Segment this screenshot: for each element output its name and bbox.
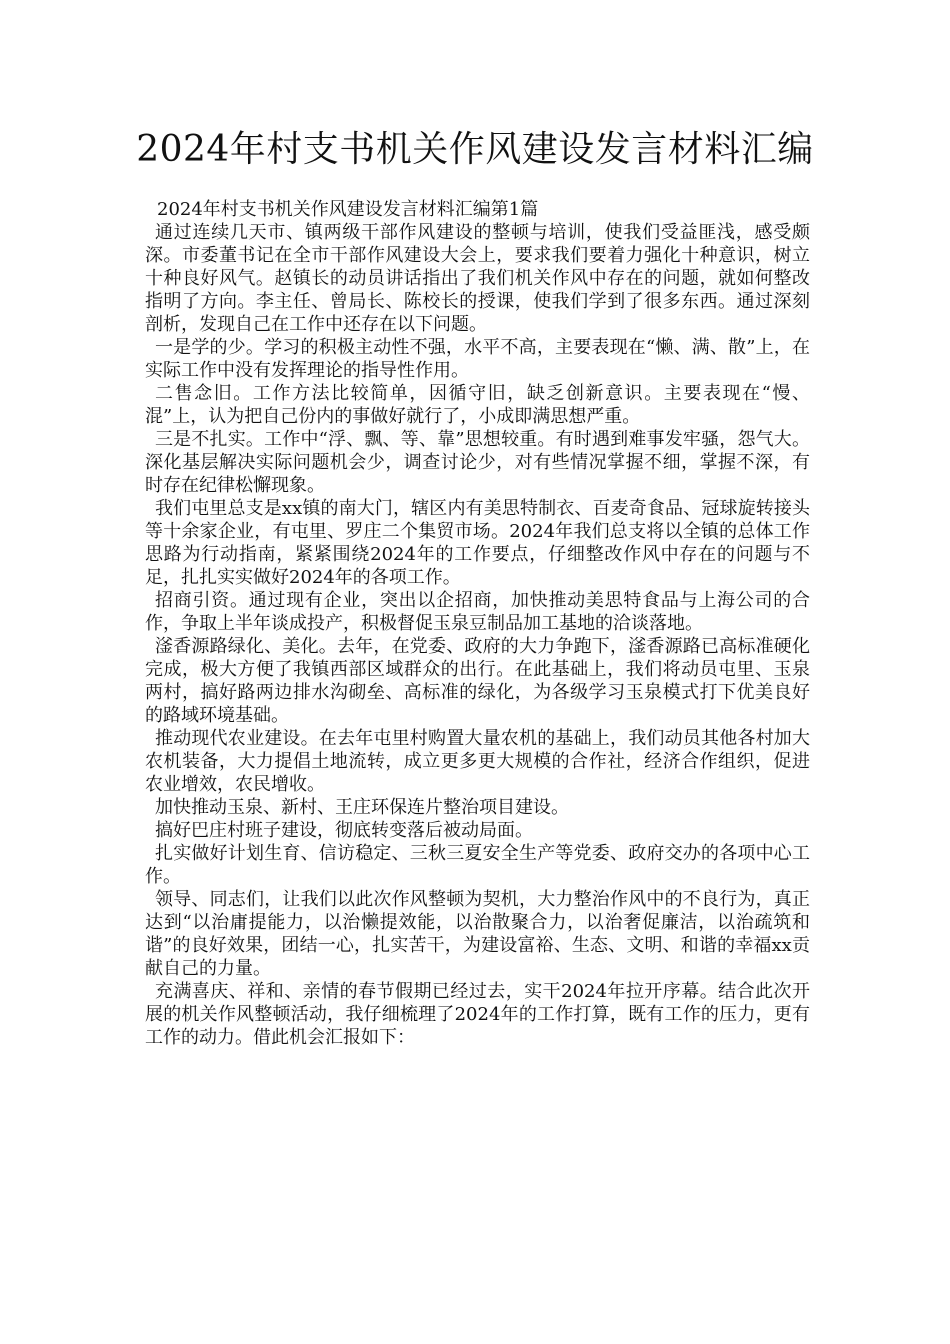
document-body — [145, 198, 810, 1049]
paragraph-11: 扎实做好计划生育、信访稳定、三秋三夏安全生产等党委、政府交办的各项中心工作。 — [145, 843, 810, 887]
paragraph-13: 充满喜庆、祥和、亲情的春节假期已经过去，实干2024年拉开序幕。结合此次开展的机关作风整顿活动，我仔细梳理了2024年的工作打算，既有工作的压力，更有工作的动力。借此机会汇报如下： — [145, 981, 810, 1048]
paragraph-2: 一是学的少。学习的积极主动性不强，水平不高，主要表现在“懒、满、散”上，在实际工作中没有发挥理论的指导性作用。 — [145, 337, 810, 381]
paragraph-6: 招商引资。通过现有企业，突出以企招商，加快推动美思特食品与上海公司的合作，争取上半年谈成投产，积极督促玉泉豆制品加工基地的洽谈落地。 — [145, 590, 810, 634]
paragraph-8: 推动现代农业建设。在去年屯里村购置大量农机的基础上，我们动员其他各村加大农机装备，大力提倡土地流转，成立更多更大规模的合作社，经济合作组织，促进农业增效，农民增收。 — [145, 728, 810, 795]
paragraph-5: 我们屯里总支是xx镇的南大门，辖区内有美思特制衣、百麦奇食品、冠球旋转接头等十余家企业，有屯里、罗庄二个集贸市场。2024年我们总支将以全镇的总体工作思路为行动指南，紧紧围绕2024年的工作要点，仔细整改作风中存在的问题与不足，扎扎实实做好2024年的各项工作。 — [145, 498, 810, 588]
paragraph-4: 三是不扎实。工作中“浮、飘、等、靠”思想较重。有时遇到难事发牢骚，怨气大。深化基层解决实际问题机会少，调查讨论少，对有些情况掌握不细，掌握不深，有时存在纪律松懈现象。 — [145, 429, 810, 496]
paragraph-9: 加快推动玉泉、新村、王庄环保连片整治项目建设。 — [155, 797, 569, 818]
paragraph-10: 搞好巴庄村班子建设，彻底转变落后被动局面。 — [155, 820, 533, 841]
paragraph-12: 领导、同志们，让我们以此次作风整顿为契机，大力整治作风中的不良行为，真正达到“以治庸提能力，以治懒提效能，以治散聚合力，以治奢促廉洁，以治疏筑和谐”的良好效果，团结一心，扎实苦干，为建设富裕、生态、文明、和谐的幸福xx贡献自己的力量。 — [145, 889, 810, 979]
document-title: 2024年村支书机关作风建设发言材料汇编 — [136, 129, 814, 170]
paragraph-7: 滏香源路绿化、美化。去年，在党委、政府的大力争跑下，滏香源路已高标准硬化完成，极大方便了我镇西部区域群众的出行。在此基础上，我们将动员屯里、玉泉两村，搞好路两边排水沟砌垒、高标准的绿化，为各级学习玉泉模式打下优美良好的路域环境基础。 — [145, 636, 810, 726]
paragraph-1: 通过连续几天市、镇两级干部作风建设的整顿与培训，使我们受益匪浅，感受颇深。市委董书记在全市干部作风建设大会上，要求我们要着力强化十种意识，树立十种良好风气。赵镇长的动员讲话指出了我们机关作风中存在的问题，就如何整改指明了方向。李主任、曾局长、陈校长的授课，使我们学到了很多东西。通过深刻剖析，发现自己在工作中还存在以下问题。 — [145, 222, 810, 335]
section-subtitle: 2024年村支书机关作风建设发言材料汇编第1篇 — [157, 199, 539, 220]
paragraph-3: 二售念旧。工作方法比较简单，因循守旧，缺乏创新意识。主要表现在“慢、混”上，认为把自己份内的事做好就行了，小成即满思想严重。 — [145, 383, 810, 427]
